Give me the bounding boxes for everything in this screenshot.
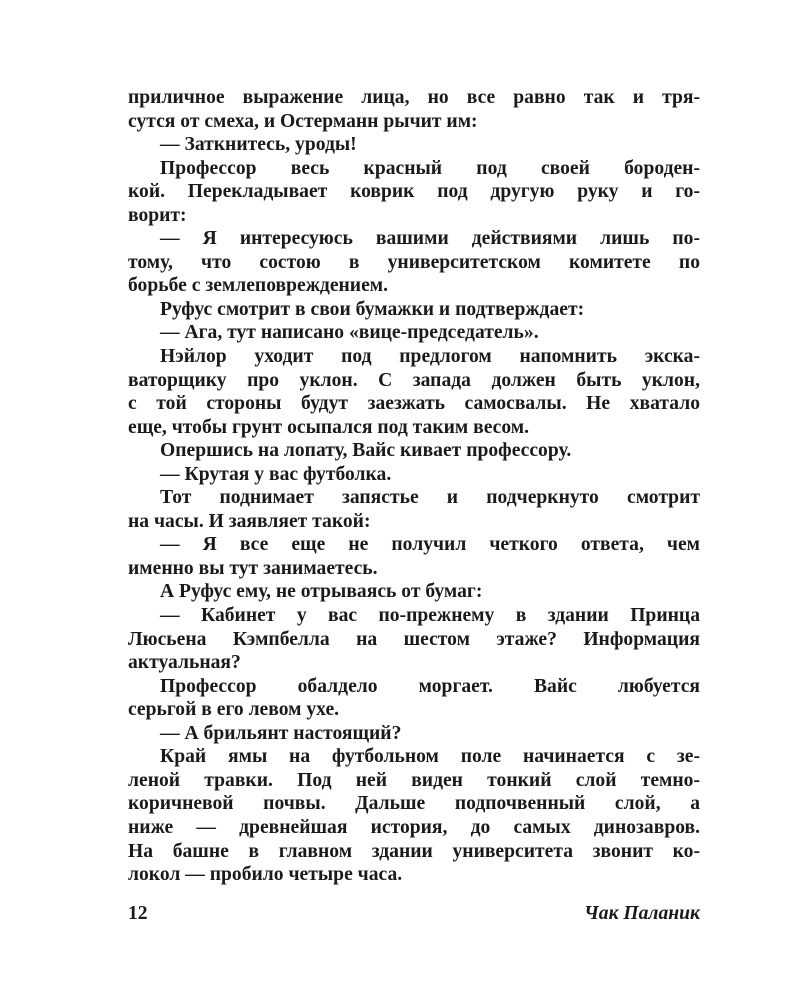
text-line: — Ага, тут написано «вице-председатель».: [160, 322, 539, 344]
text-line: тому, что состою в университетском комитете по: [128, 251, 700, 273]
text-line: Опершись на лопату, Вайс кивает профессору.: [160, 440, 572, 462]
text-line: борьбе с землеповреждением.: [128, 275, 389, 297]
text-line: Руфус смотрит в свои бумажки и подтверждает:: [160, 298, 585, 320]
text-line: именно вы тут занимаетесь.: [128, 557, 378, 579]
text-line: На башне в главном здании университета звонит ко-: [128, 840, 700, 862]
text-line: серьгой в его левом ухе.: [128, 699, 340, 721]
text-line: Люсьена Кэмпбелла на шестом этаже? Информация: [128, 628, 700, 650]
text-line: Тот поднимает запястье и подчеркнуто смотрит: [160, 487, 700, 509]
text-line: Профессор обалдело моргает. Вайс любуется: [160, 675, 700, 697]
text-line: Нэйлор уходит под предлогом напомнить экска-: [160, 346, 700, 368]
text-line: Профессор весь красный под своей бороден-: [160, 157, 700, 179]
body-text: [128, 86, 700, 887]
text-line: — А брильянт настоящий?: [160, 722, 402, 744]
text-line: локол — пробило четыре часа.: [128, 864, 403, 886]
text-line: ниже — древнейшая история, до самых динозавров.: [128, 816, 700, 838]
text-line: А Руфус ему, не отрываясь от бумаг:: [160, 581, 483, 603]
text-line: леной травки. Под ней виден тонкий слой темно-: [128, 769, 700, 791]
text-line: еще, чтобы грунт осыпался под таким весом.: [128, 416, 530, 438]
text-line: приличное выражение лица, но все равно так и тря-: [128, 87, 700, 108]
text-line: на часы. И заявляет такой:: [128, 510, 371, 532]
text-line: актуальная?: [128, 652, 241, 674]
text-line: сутся от смеха, и Остерманн рычит им:: [128, 110, 478, 132]
text-line: — Крутая у вас футболка.: [160, 463, 392, 485]
text-line: с той стороны будут заезжать самосвалы. Не хватало: [128, 393, 700, 415]
text-line: ваторщику про уклон. С запада должен быть уклон,: [128, 369, 700, 391]
text-line: кой. Перекладывает коврик под другую руку и го-: [128, 181, 700, 203]
page-number: 12: [128, 903, 148, 924]
running-footer-author: Чак Паланик: [584, 903, 700, 924]
text-line: — Я все еще не получил четкого ответа, чем: [160, 534, 700, 556]
text-line: Край ямы на футбольном поле начинается с зе-: [160, 746, 700, 768]
text-line: — Я интересуюсь вашими действиями лишь по-: [160, 228, 700, 250]
text-line: коричневой почвы. Дальше подпочвенный слой, а: [128, 793, 700, 815]
text-line: — Кабинет у вас по-прежнему в здании Принца: [160, 605, 700, 627]
text-line: — Заткнитесь, уроды!: [160, 134, 357, 156]
text-line: ворит:: [128, 204, 187, 226]
